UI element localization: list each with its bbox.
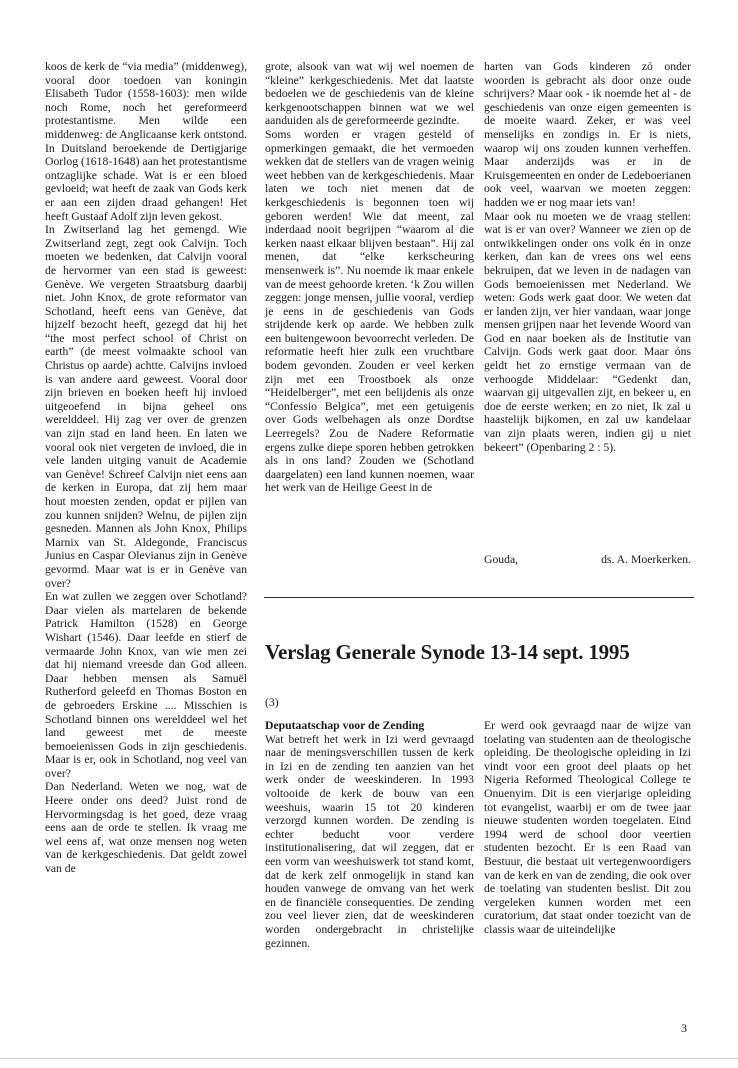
signature-place: Gouda, <box>484 553 519 566</box>
section-divider <box>264 597 694 598</box>
paragraph: harten van Gods kinderen zó onder woorden is gebracht als door onze oude schrijvers? Maar ook - ik noemde het al - de geschiedenis van onze eigen gemeenten is de moeite waard. Zeker, er was veel menselijks en zondigs in. Er is niets, waarop wij ons zouden kunnen verheffen. Maar anderzijds was er in de Kruisgemeenten en onder de Ledeboerianen ook veel, waarvan we moeten zeggen: hadden we er nog maar iets van! <box>484 60 691 209</box>
report-column-2 <box>484 719 691 937</box>
article-column-1 <box>45 60 247 876</box>
article-column-3 <box>484 60 691 454</box>
section-title: Verslag Generale Synode 13-14 sept. 1995 <box>265 640 630 664</box>
paragraph: Soms worden er vragen gesteld of opmerkingen gemaakt, die het vermoeden wekken dat de stellers van de vragen weinig weet hebben van de kerkgeschiedenis. Maar laten we toch niet menen dat de kerkgeschiedenis is begonnen toen wij geboren werden! Wie dat meent, zal inderdaad nooit begrijpen “waarom al die kerken naast elkaar blijven bestaan”. Hij zal menen, dat “elke kerkscheuring mensenwerk is”. Nu noemde ik maar enkele van de meest gehoorde kreten. ‘k Zou willen zeggen: jonge mensen, jullie vooral, verdiep je eens in de geschiedenis van Gods strijdende kerk op aarde. We hebben zulk een buitengewoon bevoorrecht verleden. De reformatie heeft hier zulk een vruchtbare bodem gevonden. Zouden er veel kerken zijn met een Troostboek als onze “Heidelberger”, met een belijdenis als onze “Confessio Belgica”, met een getuigenis over Gods welbehagen als onze Dordtse Leerregels? Zou de Nadere Reformatie ergens zulke diepe sporen hebben getrokken als in ons land? Zouden we (Schotland daargelaten) een land kunnen noemen, waar het werk van de Heilige Geest in de <box>265 127 475 495</box>
paragraph: Dan Nederland. Weten we nog, wat de Heere onder ons deed? Juist rond de Hervormingsdag is het goed, deze vraag eens aan de orde te stellen. Ik vraag me wel eens af, wat onze mensen nog weten van de kerkgeschiedenis. Dat geldt zowel van de <box>45 780 247 876</box>
page-edge-line <box>0 1058 738 1059</box>
paragraph: Maar ook nu moeten we de vraag stellen: wat is er van over? Wanneer we zien op de ontwikkelingen onder ons volk én in onze kerken, dan kan de vrees ons wel eens bekruipen, dat we leven in de nadagen van Gods bemoeienissen met Nederland. We weten: Gods werk gaat door. We weten dat er landen zijn, ver hier vandaan, waar jonge mensen grijpen naar het levende Woord van God en naar boeken als de Institutie van Calvijn. Gods werk gaat door. Maar óns geldt het zo ernstige vermaan van de verhoogde Middelaar: “Gedenkt dan, waarvan gij uitgevallen zijt, en bekeer u, en doe de eerste werken; en zo niet, Ik zal u haastelijk bijkomen, en zal uw kandelaar van zijn plaats weren, indien gij u niet bekeert” (Openbaring 2 : 5). <box>484 209 691 454</box>
article-signature <box>484 553 691 566</box>
paragraph: koos de kerk de “via media” (middenweg), vooral door toedoen van koningin Elisabeth Tudor (1558-1603): men wilde noch Rome, noch het gereformeerd protestantisme. Men wilde een middenweg: de Anglicaanse kerk ontstond. In Duitsland beroekende de Dertigjarige Oorlog (1618-1648) aan het protestantisme ontzaglijke schade. Wat is er een bloed gevloeid; wat heeft de zaak van Gods kerk er aan een zijden draad gehangen! Het heeft Gustaaf Adolf zijn leven gekost. <box>45 60 247 223</box>
paragraph: Wat betreft het werk in Izi werd gevraagd naar de meningsverschillen tussen de kerk in Izi en de zending ten aanzien van het werk onder de weeskinderen. In 1993 voltooide de kerk de bouw van een weeshuis, waarin 15 tot 20 kinderen verzorgd kunnen worden. De zending is echter beducht voor verdere institutionalisering, dat wil zeggen, dat er een vorm van weeshuiswerk tot stand komt, dat de kerk zelf onmogelijk in stand kan houden vanwege de omvang van het werk en de financiële consequenties. De zending zou veel liever zien, dat de weeskinderen worden ondergebracht in christelijke gezinnen. <box>265 732 474 950</box>
article-column-2 <box>265 60 474 495</box>
signature-author: ds. A. Moerkerken. <box>601 553 691 566</box>
paragraph: En wat zullen we zeggen over Schotland? Daar vielen als martelaren de bekende Patrick Hamilton (1528) en George Wishart (1546). Daar leefde en stierf de vermaarde John Knox, van wie men zei dat hij niemand vreesde dan God alleen. Daar hebben mensen als Samuël Rutherford geleefd en Thomas Boston en de gebroeders Erskine .... Misschien is Schotland binnen ons werelddeel wel het land geweest met de meeste bemoeienissen Gods in zijn geschiedenis. Maar is er, ook in Schotland, nog veel van over? <box>45 590 247 780</box>
section-number: (3) <box>265 696 279 709</box>
paragraph: grote, alsook van wat wij wel noemen de “kleine” kerkgeschiedenis. Met dat laatste bedoelen we de geschiedenis van de kleine kerkgenootschappen binnen wat we wel aanduiden als de gereformeerde gezindte. <box>265 60 474 128</box>
page-number: 3 <box>681 1021 687 1035</box>
section-subheading: Deputaatschap voor de Zending <box>265 719 425 732</box>
paragraph: Er werd ook gevraagd naar de wijze van toelating van studenten aan de theologische opleiding. De theologische opleiding in Izi vindt voor een groot deel plaats op het Nigeria Reformed Theological College te Onuenyim. Dit is een vierjarige opleiding tot evangelist, waarbij er om de twee jaar nieuwe studenten worden toegelaten. Eind 1994 werd de school door veertien studenten bezocht. Er is een Raad van Bestuur, die bestaat uit vertegenwoordigers van de kerk en van de zending, die ook over de toelating van studenten beslist. Dit zou vergeleken kunnen worden met een curatorium, dat staat onder toezicht van de classis waar de uiteindelijke <box>484 719 691 936</box>
report-column-1 <box>265 719 474 950</box>
paragraph: In Zwitserland lag het gemengd. Wie Zwitserland zegt, zegt ook Calvijn. Toch moeten we bedenken, dat Calvijn vooral de hervormer van een stad is geweest: Genève. We vergeten Straatsburg daarbij niet. John Knox, de grote reformator van Schotland, heeft eens van Genève, dat hijzelf bezocht heeft, gezegd dat hij het “the most perfect school of Christ on earth” (de meest volmaakte school van Christus op aarde) achtte. Calvijns invloed is van andere aard geweest. Vooral door zijn brieven en boeken heeft hij invloed uitgeoefend in bijna geheel ons werelddeel. Hij zag ver over de grenzen van zijn stad en land heen. En laten we vooral ook niet vergeten de invloed, die in vele landen uitging vanuit de Academie van Genève! Schreef Calvijn niet eens aan de kerken in Europa, dat zij hem maar hout moesten zenden, opdat er pijlen van zou kunnen snijden? Welnu, de pijlen zijn gesneden. Mannen als John Knox, Philips Marnix van St. Aldegonde, Franciscus Junius en Caspar Olevianus zijn in Genève gevormd. Maar wat is er in Genève van over? <box>45 223 247 590</box>
